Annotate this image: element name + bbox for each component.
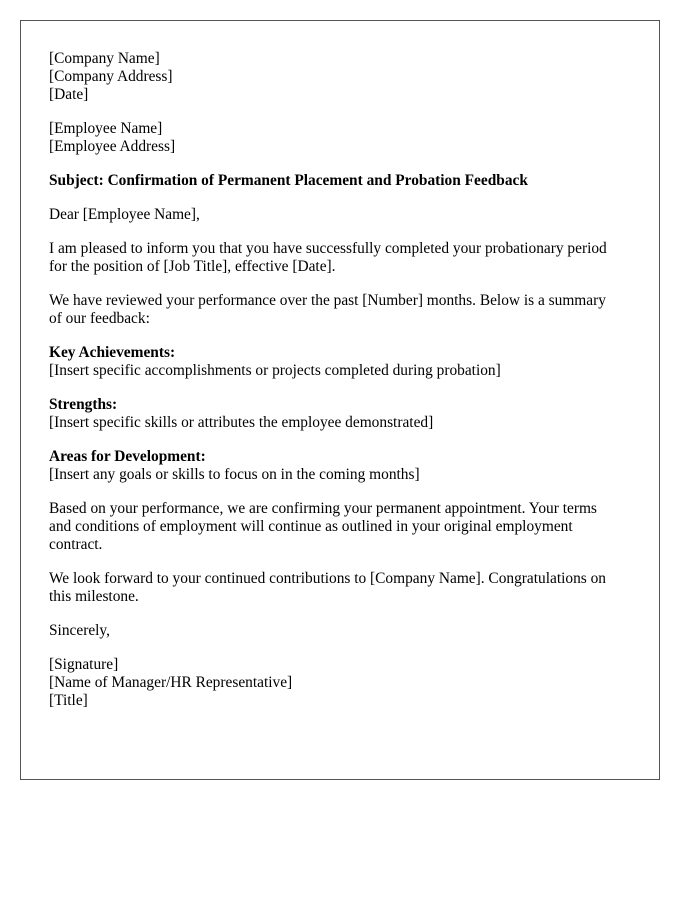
closing-line-2: this milestone. (49, 588, 139, 605)
intro-paragraph (49, 240, 631, 276)
review-line-1: We have reviewed your performance over the past [Number] months. Below is a summary (49, 292, 606, 309)
letter-date: [Date] (49, 86, 89, 103)
intro-line-2: for the position of [Job Title], effective [Date]. (49, 258, 336, 275)
development-text: [Insert any goals or skills to focus on in the coming months] (49, 466, 420, 483)
letter-page (20, 20, 660, 780)
signature-block (49, 656, 631, 710)
recipient-block (49, 120, 631, 156)
development-heading: Areas for Development: (49, 448, 206, 465)
signoff: Sincerely, (49, 622, 110, 639)
salutation-block (49, 206, 631, 224)
closing-line-1: We look forward to your continued contributions to [Company Name]. Congratulations on (49, 570, 606, 587)
subject-block (49, 172, 631, 190)
closing-paragraph (49, 570, 631, 606)
strengths-heading: Strengths: (49, 396, 118, 413)
review-line-2: of our feedback: (49, 310, 150, 327)
intro-line-1: I am pleased to inform you that you have successfully completed your probationary period (49, 240, 607, 257)
strengths-text: [Insert specific skills or attributes the employee demonstrated] (49, 414, 434, 431)
review-paragraph (49, 292, 631, 328)
confirmation-paragraph (49, 500, 631, 554)
sender-block (49, 50, 631, 104)
confirmation-line-1: Based on your performance, we are confirming your permanent appointment. Your terms (49, 500, 597, 517)
signatory-title: [Title] (49, 692, 88, 709)
confirmation-line-3: contract. (49, 536, 103, 553)
achievements-text: [Insert specific accomplishments or projects completed during probation] (49, 362, 501, 379)
strengths-section (49, 396, 631, 432)
company-name: [Company Name] (49, 50, 160, 67)
signature: [Signature] (49, 656, 119, 673)
signoff-block (49, 622, 631, 640)
confirmation-line-2: and conditions of employment will continue as outlined in your original employment (49, 518, 573, 535)
employee-address: [Employee Address] (49, 138, 176, 155)
achievements-section (49, 344, 631, 380)
signatory-name: [Name of Manager/HR Representative] (49, 674, 293, 691)
development-section (49, 448, 631, 484)
salutation: Dear [Employee Name], (49, 206, 200, 223)
employee-name: [Employee Name] (49, 120, 163, 137)
company-address: [Company Address] (49, 68, 173, 85)
subject-line: Subject: Confirmation of Permanent Placement and Probation Feedback (49, 172, 528, 189)
achievements-heading: Key Achievements: (49, 344, 176, 361)
